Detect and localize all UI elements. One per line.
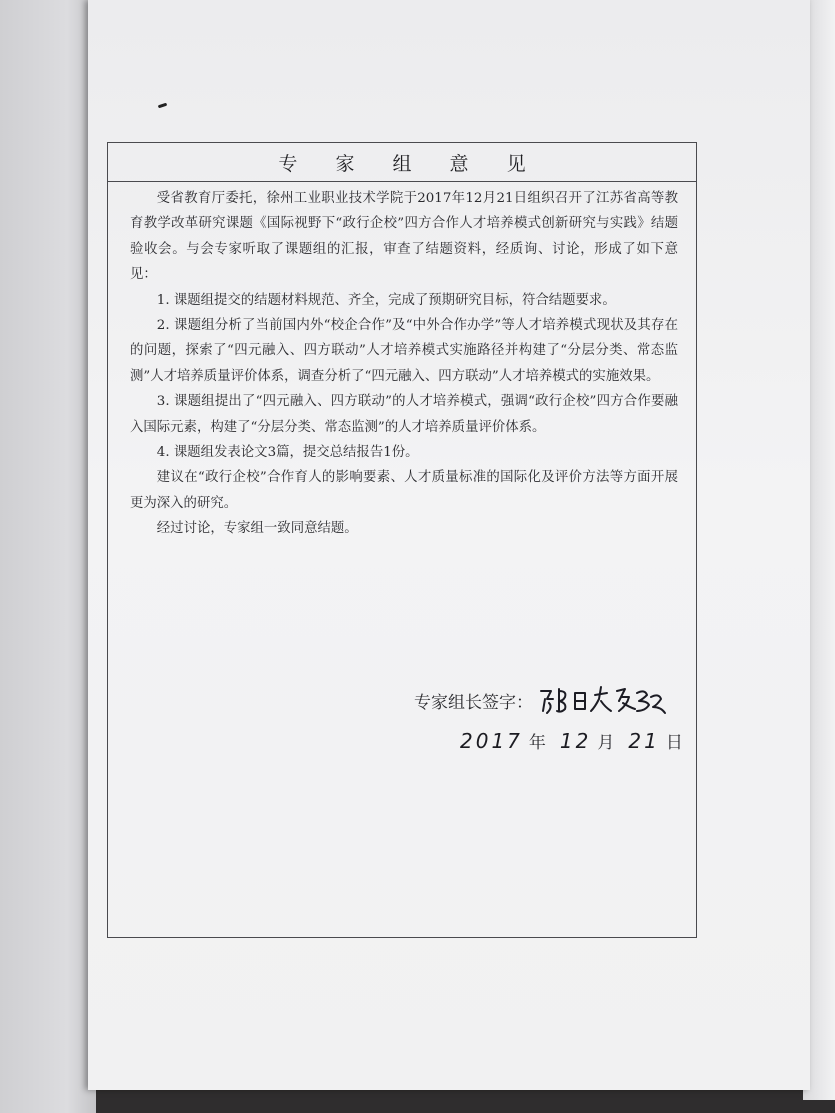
date-day: 21 <box>628 729 660 753</box>
paragraph-intro: 受省教育厅委托，徐州工业职业技术学院于2017年12月21日组织召开了江苏省高等教育教学改革研究课题《国际视野下“政行企校”四方合作人才培养模式创新研究与实践》结题验收会。与会专家听取了课题组的汇报，审查了结题资料，经质询、讨论，形成了如下意见： <box>130 191 678 283</box>
year-unit: 年 <box>528 733 546 753</box>
under-page <box>0 0 96 1113</box>
signature-row <box>414 683 669 717</box>
day-unit: 日 <box>665 733 683 753</box>
paragraph-conclusion: 经过讨论，专家组一致同意结题。 <box>156 521 358 537</box>
paragraph-suggestion: 建议在“政行企校”合作育人的影响要素、人才质量标准的国际化及评价方法等方面开展更为深入的研究。 <box>130 470 678 511</box>
date-row <box>460 728 697 753</box>
opinion-body <box>108 182 696 542</box>
document-page <box>88 0 810 1090</box>
handwritten-signature <box>537 683 669 717</box>
month-unit: 月 <box>597 733 615 753</box>
box-title: 专 家 组 意 见 <box>108 143 696 182</box>
paragraph-item-3: 3. 课题组提出了“四元融入、四方联动”的人才培养模式，强调“政行企校”四方合作要融入国际元素，构建了“分层分类、常态监测”的人才培养质量评价体系。 <box>130 394 678 435</box>
signature-label: 专家组长签字： <box>414 692 533 713</box>
paragraph-item-2: 2. 课题组分析了当前国内外“校企合作”及“中外合作办学”等人才培养模式现状及其存在的问题，探索了“四元融入、四方联动”人才培养模式实施路径并构建了“分层分类、常态监测”人才培养质量评价体系，调查分析了“四元融入、四方联动”人才培养模式的实施效果。 <box>130 318 678 384</box>
paragraph-item-1: 1. 课题组提交的结题材料规范、齐全，完成了预期研究目标，符合结题要求。 <box>156 292 616 308</box>
opinion-box <box>107 142 697 938</box>
date-year: 2017 <box>460 729 523 753</box>
pen-mark <box>158 103 167 109</box>
date-month: 12 <box>559 729 592 753</box>
paragraph-item-4: 4. 课题组发表论文3篇，提交总结报告1份。 <box>156 445 419 461</box>
